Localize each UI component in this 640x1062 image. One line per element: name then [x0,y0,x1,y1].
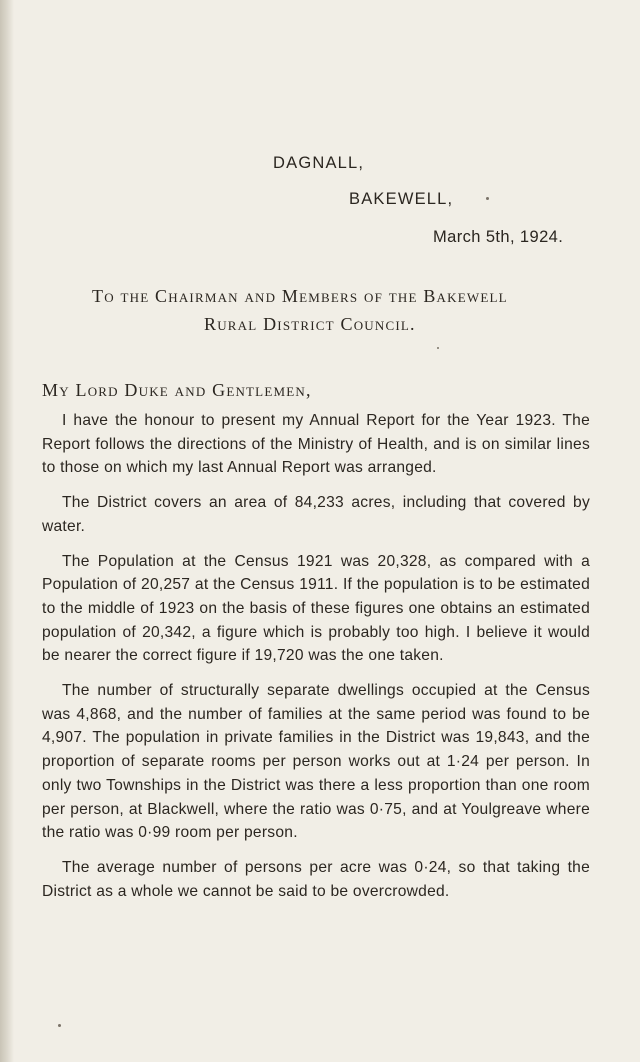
letter-date: March 5th, 1924. [433,228,564,246]
addressee-line-1: To the Chairman and Members of the Bakewell [92,286,508,306]
address-line-2: BAKEWELL, [349,190,454,208]
salutation: My Lord Duke and Gentlemen, [42,380,312,400]
paper-speck [486,197,489,200]
paragraph-dwellings: The number of structurally separate dwellings occupied at the Census was 4,868, and the number of families at the same period was found to be 4,907. The population in private families in the District was 19,843, and the proportion of separate rooms per person works out at 1·24 per person. In only two Townships in the District was there a less proportion than one room per person, at Blackwell, where the ratio was 0·75, and at Youlgreave where the ratio was 0·99 room per person. [42,682,590,842]
report-body [42,409,590,914]
paragraph-area: The District covers an area of 84,233 acres, including that covered by water. [42,494,590,535]
paragraph-intro: I have the honour to present my Annual Report for the Year 1923. The Report follows the directions of the Ministry of Health, and is on similar lines to those on which my last Annual Report was arranged. [42,412,590,477]
paper-speck [437,347,439,349]
paragraph-density: The average number of persons per acre was 0·24, so that taking the District as a whole we cannot be said to be overcrowded. [42,858,590,900]
address-line-1: DAGNALL, [273,154,365,172]
paper-speck [58,1024,61,1027]
paragraph-population: The Population at the Census 1921 was 20,328, as compared with a Population of 20,257 at the Census 1911. If the population is to be estimated to the middle of 1923 on the basis of these figures one obtains an estimated population of 20,342, a figure which is probably too high. I believe it would be nearer the correct figure if 19,720 was the one taken. [42,552,590,665]
addressee-line-2: Rural District Council. [204,314,416,334]
